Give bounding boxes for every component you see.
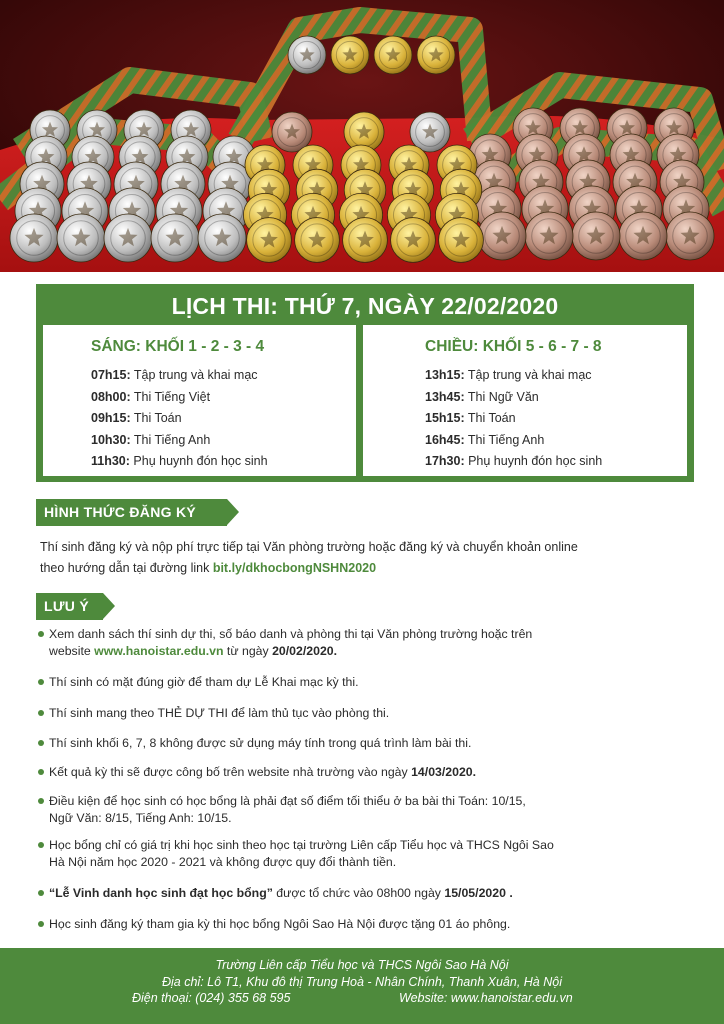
time-label: 11h30: <box>91 454 130 469</box>
bullet-icon <box>38 631 44 637</box>
activity-label: Thi Toán <box>133 411 182 426</box>
footer-website[interactable]: Website: www.hanoistar.edu.vn <box>399 991 573 1005</box>
activity-label: Thi Ngữ Văn <box>467 389 539 404</box>
activity-label: Tập trung và khai mạc <box>467 368 592 382</box>
timetable-row <box>91 430 268 452</box>
note-text-cont <box>49 643 668 660</box>
note-text-part: từ ngày <box>223 644 273 658</box>
note-date: 15/05/2020 . <box>444 886 513 900</box>
bullet-icon <box>38 740 44 746</box>
bullet-icon <box>38 798 44 804</box>
bullet-icon <box>38 842 44 848</box>
notes-section-label: LƯU Ý <box>36 593 103 620</box>
note-item <box>38 793 668 827</box>
afternoon-session-box <box>363 325 687 476</box>
medal <box>478 212 526 260</box>
medal <box>417 36 455 74</box>
exam-schedule-panel <box>36 284 694 482</box>
note-text: Thí sinh khối 6, 7, 8 không được sử dụng máy tính trong quá trình làm bài thi. <box>49 736 472 750</box>
time-label: 13h15: <box>425 368 465 382</box>
bullet-icon <box>38 890 44 896</box>
activity-label: Thi Tiếng Việt <box>133 389 211 404</box>
afternoon-heading: CHIỀU: KHỐI 5 - 6 - 7 - 8 <box>425 338 602 355</box>
timetable-row <box>91 451 268 473</box>
note-text: Học bổng chỉ có giá trị khi học sinh theo học tại trường Liên cấp Tiểu học và THCS Ngôi Sao <box>49 838 554 852</box>
note-text-part: Kết quả kỳ thi sẽ được công bố trên website nhà trường vào ngày <box>49 765 412 779</box>
activity-label: Thi Tiếng Anh <box>467 432 545 447</box>
afternoon-timetable <box>425 365 602 473</box>
note-text: Thí sinh có mặt đúng giờ để tham dự Lễ Khai mạc kỳ thi. <box>49 675 359 689</box>
note-item <box>38 885 668 902</box>
medal <box>295 218 340 263</box>
bullet-icon <box>38 921 44 927</box>
registration-line-2-text: theo hướng dẫn tại đường link <box>40 561 213 575</box>
medal <box>666 212 714 260</box>
medal <box>247 218 292 263</box>
note-text-part: được tổ chức vào 08h00 ngày <box>272 886 445 900</box>
medal <box>10 214 58 262</box>
bullet-icon <box>38 679 44 685</box>
note-item <box>38 764 668 781</box>
note-text: Điều kiện để học sinh có học bổng là phải đạt số điểm tối thiểu ở ba bài thi Toán: 10/15, <box>49 794 526 808</box>
time-label: 17h30: <box>425 454 465 469</box>
note-text-cont: Hà Nội năm học 2020 - 2021 và không được quy đổi thành tiền. <box>49 855 397 869</box>
timetable-row <box>91 408 268 430</box>
medal <box>391 218 436 263</box>
note-text: Học sinh đăng ký tham gia kỳ thi học bổng Ngôi Sao Hà Nội được tặng 01 áo phông. <box>49 917 511 931</box>
registration-line-1: Thí sinh đăng ký và nộp phí trực tiếp tại Văn phòng trường hoặc đăng ký và chuyển khoản online <box>40 540 578 554</box>
medal <box>374 36 412 74</box>
medal <box>151 214 199 262</box>
activity-label: Tập trung và khai mạc <box>133 368 258 382</box>
morning-heading: SÁNG: KHỐI 1 - 2 - 3 - 4 <box>91 338 265 355</box>
note-date: 20/02/2020. <box>272 644 338 658</box>
morning-timetable <box>91 365 268 473</box>
morning-session-box <box>43 325 356 476</box>
medal <box>288 36 326 74</box>
honor-ceremony-name: “Lễ Vinh danh học sinh đạt học bổng” <box>49 886 273 900</box>
bullet-icon <box>38 769 44 775</box>
note-item <box>38 837 668 871</box>
note-item <box>38 674 668 691</box>
timetable-row <box>425 408 602 430</box>
time-label: 16h45: <box>425 432 465 447</box>
medal <box>619 212 667 260</box>
registration-instructions <box>40 537 680 579</box>
footer-phone: Điện thoại: (024) 355 68 595 <box>132 991 291 1005</box>
note-item <box>38 916 668 933</box>
medal <box>343 218 388 263</box>
footer-school-name: Trường Liên cấp Tiểu học và THCS Ngôi Sao Hà Nội <box>215 958 509 972</box>
note-date: 14/03/2020. <box>411 765 477 779</box>
medal <box>104 214 152 262</box>
activity-label: Phụ huynh đón học sinh <box>468 454 603 469</box>
registration-section-label: HÌNH THỨC ĐĂNG KÝ <box>36 499 227 526</box>
medal <box>198 214 246 262</box>
note-text <box>49 885 668 902</box>
school-contact-footer <box>0 948 724 1024</box>
timetable-row <box>425 387 602 409</box>
timetable-row <box>91 365 268 387</box>
medal <box>57 214 105 262</box>
activity-label: Thi Toán <box>467 411 516 426</box>
medal <box>525 212 573 260</box>
note-text: Xem danh sách thí sinh dự thi, số báo danh và phòng thi tại Văn phòng trường hoặc trên <box>49 627 533 641</box>
note-text-cont: Ngữ Văn: 8/15, Tiếng Anh: 10/15. <box>49 811 232 825</box>
hero-medals-photo <box>0 0 724 272</box>
timetable-row <box>425 451 602 473</box>
footer-address: Địa chỉ: Lô T1, Khu đô thị Trung Hoà - Nhân Chính, Thanh Xuân, Hà Nội <box>162 975 562 989</box>
schedule-title: LỊCH THI: THỨ 7, NGÀY 22/02/2020 <box>171 293 559 319</box>
medal <box>331 36 369 74</box>
medals-illustration <box>0 0 724 272</box>
timetable-row <box>91 387 268 409</box>
note-item <box>38 626 668 660</box>
time-label: 13h45: <box>425 389 465 404</box>
time-label: 07h15: <box>91 368 131 382</box>
note-text <box>49 764 668 781</box>
medal <box>439 218 484 263</box>
note-text: Thí sinh mang theo THẺ DỰ THI để làm thủ tục vào phòng thi. <box>49 706 390 720</box>
time-label: 15h15: <box>425 411 465 426</box>
activity-label: Phụ huynh đón học sinh <box>133 454 268 469</box>
time-label: 09h15: <box>91 411 131 426</box>
school-website-link[interactable]: www.hanoistar.edu.vn <box>94 644 224 658</box>
activity-label: Thi Tiếng Anh <box>133 432 211 447</box>
registration-link[interactable]: bit.ly/dkhocbongNSHN2020 <box>212 561 377 575</box>
medal <box>572 212 620 260</box>
note-item <box>38 705 668 722</box>
timetable-row <box>425 430 602 452</box>
note-text-part: website <box>49 644 95 658</box>
time-label: 08h00: <box>91 389 131 404</box>
timetable-row <box>425 365 602 387</box>
registration-line-2 <box>40 558 680 579</box>
bullet-icon <box>38 710 44 716</box>
time-label: 10h30: <box>91 432 131 447</box>
note-item <box>38 735 668 752</box>
